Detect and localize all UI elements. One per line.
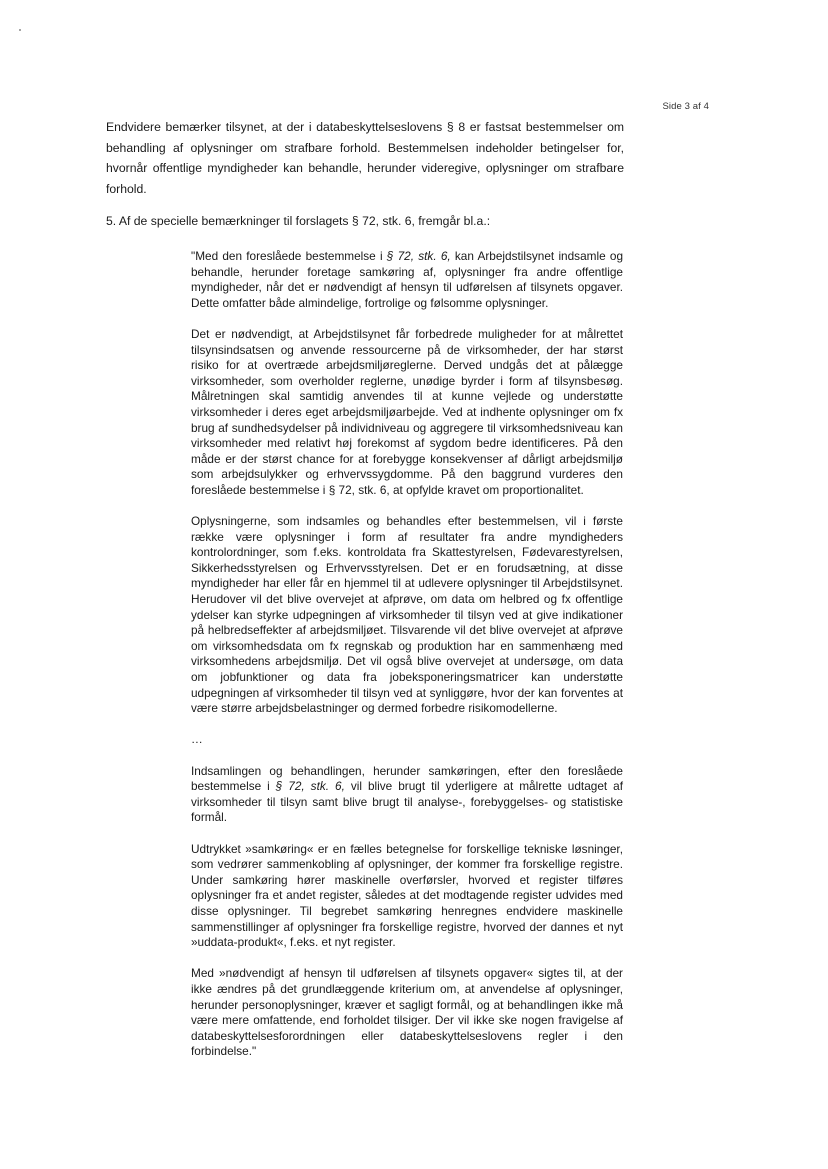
quote-paragraph-2: Det er nødvendigt, at Arbejdstilsynet får forbedrede muligheder for at målrettet tilsynsindsatsen og anvende ressourcerne på de virksomheder, der har størst risiko for at overtræde arbejdsmiljøreglerne. Derved undgås det at pålægge virksomheder, som overholder reglerne, unødige byrder i form af tilsynsbesøg. Målretningen skal samtidig anvendes til at kunne vejlede og understøtte virksomheder i deres eget arbejdsmiljøarbejde. Ved at indhente oplysninger om fx brug af sundhedsydelser på individniveau og aggregere til virksomhedsniveau kan virksomheder med relativt høj forekomst af sygdom bedre identificeres. På den måde er der størst chance for at forebygge konsekvenser af dårligt arbejdsmiljø som arbejdsulykker og erhvervssygdomme. På den baggrund vurderes den foreslåede bestemmelse i § 72, stk. 6, at opfylde kravet om proportionalitet. [191,326,623,497]
quote-paragraph-6: Med »nødvendigt af hensyn til udførelsen af tilsynets opgaver« sigtes til, at der ikke ændres på det grundlæggende kriterium om, at anvendelse af oplysninger, herunder personoplysninger, kræver et sagligt formål, og at behandlingen ikke må være mere omfattende, end forholdet tilsiger. Der vil ikke ske nogen fravigelse af databeskyttelsesforordningen eller databeskyttelseslovens regler i den forbindelse." [191,966,623,1059]
quote-paragraph-5: Udtrykket »samkøring« er en fælles betegnelse for forskellige tekniske løsninger, som vedrører sammenkobling af oplysninger, der kommer fra forskellige registre. Under samkøring hører maskinelle overførsler, hvorved et register tilføres oplysninger fra et andet register, således at det modtagende register udvides med disse oplysninger. Til begrebet samkøring henregnes endvidere maskinelle sammenstillinger af oplysninger fra forskellige registre, hvorved der dannes et nyt »uddata-produkt«, f.eks. et nyt register. [191,841,623,950]
quote-p4-text-a: Indsamlingen og behandlingen, herunder samkøringen, efter den foreslåede bestemmelse i [191,763,623,794]
quote-p1-text-b: kan Arbejdstilsynet indsamle og behandle, herunder foretage samkøring af, oplysninger fra andre offentlige myndigheder, når det er nødvendigt af hensyn til udførelsen af tilsynets opgaver. Dette omfatter både almindelige, fortrolige og følsomme oplysninger. [191,249,623,310]
quote-paragraph-1 [191,249,623,311]
quote-paragraph-3: Oplysningerne, som indsamles og behandles efter bestemmelsen, vil i første række være oplysninger i form af resultater fra andre myndigheders kontrolordninger, som f.eks. kontroldata fra Skattestyrelsen, Fødevarestyrelsen, Sikkerhedsstyrelsen og Erhvervsstyrelsen. Det er en forudsætning, at disse myndigheder har eller får en hjemmel til at udlevere oplysninger til Arbejdstilsynet. Herudover vil det blive overvejet at afprøve, om data om helbred og fx offentlige ydelser kan styrke udpegningen af virksomheder til tilsyn ved at give indikationer på helbredseffekter af arbejdsmiljøet. Tilsvarende vil det blive overvejet at afprøve om virksomhedsdata om fx regnskab og produktion har en sammenhæng med virksomhedens arbejdsmiljø. Det vil også blive overvejet at undersøge, om data om jobfunktioner og data fra jobeksponeringsmatricer kan understøtte udpegningen af virksomheder til tilsyn ved at synliggøre, hvor der kan forventes at være større arbejdsbelastninger og dermed forbedre risikomodellerne. [191,514,623,716]
paragraph-intro: Endvidere bemærker tilsynet, at der i databeskyttelseslovens § 8 er fastsat bestemmelser om behandling af oplysninger om strafbare forhold. Bestemmelsen indeholder betingelser for, hvornår offentlige myndigheder kan behandle, herunder videregive, oplysninger om strafbare forhold. [106,120,624,196]
page-number: Side 3 af 4 [662,101,709,112]
quote-p1-text-a: "Med den foreslåede bestemmelse i [191,249,387,263]
quoted-remarks [191,249,623,1075]
quote-ellipsis: … [191,732,203,747]
quote-p4-reference: § 72, stk. 6, [275,779,345,794]
quote-p4-text-b: vil blive brugt til yderligere at målrette udtaget af virksomheder til tilsyn samt blive brugt til analyse-, forebyggelses- og statistiske formål. [191,779,623,825]
quote-p1-reference: § 72, stk. 6, [386,249,451,263]
section-heading-5: 5. Af de specielle bemærkninger til forslagets § 72, stk. 6, fremgår bl.a.: [106,214,491,228]
quote-paragraph-4 [191,764,623,826]
scan-speck [19,29,21,31]
